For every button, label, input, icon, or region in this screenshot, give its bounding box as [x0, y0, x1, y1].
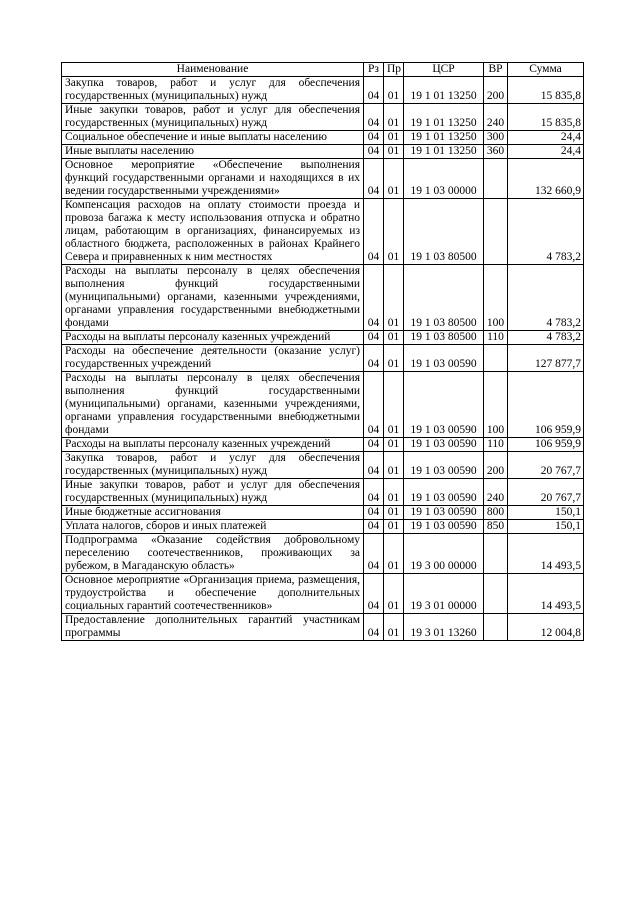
cell-vr — [484, 534, 508, 574]
cell-sum: 15 835,8 — [508, 77, 584, 104]
budget-table — [61, 62, 584, 641]
table-row — [62, 265, 584, 331]
table-row — [62, 614, 584, 641]
cell-sum: 132 660,9 — [508, 159, 584, 199]
table-row — [62, 159, 584, 199]
cell-pr: 01 — [384, 77, 404, 104]
cell-csr: 19 1 03 80500 — [404, 265, 484, 331]
cell-rz: 04 — [364, 104, 384, 131]
cell-sum: 20 767,7 — [508, 452, 584, 479]
cell-sum: 20 767,7 — [508, 479, 584, 506]
cell-rz: 04 — [364, 506, 384, 520]
cell-sum: 12 004,8 — [508, 614, 584, 641]
cell-pr: 01 — [384, 574, 404, 614]
cell-vr — [484, 345, 508, 372]
table-row — [62, 199, 584, 265]
cell-vr: 100 — [484, 372, 508, 438]
cell-rz: 04 — [364, 452, 384, 479]
table-row — [62, 331, 584, 345]
cell-name: Закупка товаров, работ и услуг для обеспечения государственных (муниципальных) нужд — [62, 452, 364, 479]
cell-rz: 04 — [364, 199, 384, 265]
cell-name: Уплата налогов, сборов и иных платежей — [62, 520, 364, 534]
cell-rz: 04 — [364, 159, 384, 199]
cell-sum: 4 783,2 — [508, 331, 584, 345]
cell-rz: 04 — [364, 265, 384, 331]
cell-sum: 24,4 — [508, 145, 584, 159]
table-row — [62, 345, 584, 372]
cell-name: Иные выплаты населению — [62, 145, 364, 159]
cell-sum: 106 959,9 — [508, 438, 584, 452]
cell-vr — [484, 159, 508, 199]
cell-vr — [484, 614, 508, 641]
cell-csr: 19 1 03 80500 — [404, 199, 484, 265]
cell-csr: 19 3 01 13260 — [404, 614, 484, 641]
cell-vr: 110 — [484, 438, 508, 452]
header-name: Наименование — [62, 63, 364, 77]
cell-name: Иные бюджетные ассигнования — [62, 506, 364, 520]
cell-rz: 04 — [364, 345, 384, 372]
table-row — [62, 520, 584, 534]
cell-csr: 19 1 01 13250 — [404, 131, 484, 145]
cell-pr: 01 — [384, 372, 404, 438]
cell-name: Иные закупки товаров, работ и услуг для обеспечения государственных (муниципальных) нужд — [62, 104, 364, 131]
cell-name: Расходы на выплаты персоналу в целях обеспечения выполнения функций государственными (муниципальными) органами, казенными учреждениями, органами управления государственными внебюджетными фондами — [62, 372, 364, 438]
header-sum: Сумма — [508, 63, 584, 77]
cell-rz: 04 — [364, 479, 384, 506]
cell-name: Расходы на обеспечение деятельности (оказание услуг) государственных учреждений — [62, 345, 364, 372]
table-row — [62, 104, 584, 131]
header-vr: ВР — [484, 63, 508, 77]
cell-csr: 19 1 03 00590 — [404, 479, 484, 506]
cell-sum: 150,1 — [508, 506, 584, 520]
cell-rz: 04 — [364, 534, 384, 574]
cell-sum: 127 877,7 — [508, 345, 584, 372]
table-row — [62, 452, 584, 479]
cell-sum: 14 493,5 — [508, 534, 584, 574]
cell-pr: 01 — [384, 331, 404, 345]
table-row — [62, 131, 584, 145]
cell-vr: 110 — [484, 331, 508, 345]
cell-name: Закупка товаров, работ и услуг для обеспечения государственных (муниципальных) нужд — [62, 77, 364, 104]
cell-rz: 04 — [364, 131, 384, 145]
cell-rz: 04 — [364, 614, 384, 641]
cell-pr: 01 — [384, 614, 404, 641]
cell-name: Расходы на выплаты персоналу казенных учреждений — [62, 438, 364, 452]
table-row — [62, 438, 584, 452]
cell-vr: 300 — [484, 131, 508, 145]
table-row — [62, 479, 584, 506]
cell-sum: 24,4 — [508, 131, 584, 145]
table-row — [62, 534, 584, 574]
cell-rz: 04 — [364, 438, 384, 452]
cell-pr: 01 — [384, 452, 404, 479]
cell-pr: 01 — [384, 520, 404, 534]
cell-rz: 04 — [364, 520, 384, 534]
cell-csr: 19 1 01 13250 — [404, 145, 484, 159]
cell-csr: 19 1 03 00000 — [404, 159, 484, 199]
cell-csr: 19 1 03 00590 — [404, 506, 484, 520]
header-csr: ЦСР — [404, 63, 484, 77]
cell-name: Подпрограмма «Оказание содействия добровольному переселению соотечественников, проживающих за рубежом, в Магаданскую область» — [62, 534, 364, 574]
cell-pr: 01 — [384, 159, 404, 199]
cell-pr: 01 — [384, 534, 404, 574]
cell-pr: 01 — [384, 345, 404, 372]
cell-name: Основное мероприятие «Организация приема, размещения, трудоустройства и обеспечение дополнительных социальных гарантий соотечественников» — [62, 574, 364, 614]
cell-csr: 19 1 03 00590 — [404, 345, 484, 372]
cell-name: Иные закупки товаров, работ и услуг для обеспечения государственных (муниципальных) нужд — [62, 479, 364, 506]
cell-csr: 19 1 03 80500 — [404, 331, 484, 345]
cell-name: Основное мероприятие «Обеспечение выполнения функций государственными органами и находящихся в их ведении государственными учреждениями» — [62, 159, 364, 199]
cell-vr — [484, 199, 508, 265]
header-rz: Рз — [364, 63, 384, 77]
cell-sum: 4 783,2 — [508, 265, 584, 331]
cell-vr: 360 — [484, 145, 508, 159]
cell-csr: 19 1 01 13250 — [404, 104, 484, 131]
cell-rz: 04 — [364, 331, 384, 345]
cell-sum: 106 959,9 — [508, 372, 584, 438]
cell-pr: 01 — [384, 438, 404, 452]
table-row — [62, 574, 584, 614]
cell-vr: 800 — [484, 506, 508, 520]
cell-vr: 200 — [484, 77, 508, 104]
cell-pr: 01 — [384, 506, 404, 520]
header-row — [62, 63, 584, 77]
cell-csr: 19 3 00 00000 — [404, 534, 484, 574]
cell-pr: 01 — [384, 199, 404, 265]
cell-sum: 150,1 — [508, 520, 584, 534]
cell-pr: 01 — [384, 265, 404, 331]
cell-pr: 01 — [384, 104, 404, 131]
cell-csr: 19 1 03 00590 — [404, 520, 484, 534]
cell-vr: 240 — [484, 479, 508, 506]
table-row — [62, 372, 584, 438]
cell-vr: 100 — [484, 265, 508, 331]
cell-pr: 01 — [384, 145, 404, 159]
cell-pr: 01 — [384, 131, 404, 145]
cell-csr: 19 3 01 00000 — [404, 574, 484, 614]
cell-sum: 15 835,8 — [508, 104, 584, 131]
cell-csr: 19 1 01 13250 — [404, 77, 484, 104]
cell-name: Предоставление дополнительных гарантий участникам программы — [62, 614, 364, 641]
cell-rz: 04 — [364, 145, 384, 159]
cell-rz: 04 — [364, 372, 384, 438]
cell-name: Расходы на выплаты персоналу в целях обеспечения выполнения функций государственными (муниципальными) органами, казенными учреждениями, органами управления государственными внебюджетными фондами — [62, 265, 364, 331]
cell-sum: 14 493,5 — [508, 574, 584, 614]
cell-name: Компенсация расходов на оплату стоимости проезда и провоза багажа к месту использования отпуска и обратно лицам, работающим в организациях, финансируемых из областного бюджета, расположенных в районах Крайнего Севера и приравненных к ним местностях — [62, 199, 364, 265]
table-row — [62, 145, 584, 159]
cell-vr: 240 — [484, 104, 508, 131]
cell-csr: 19 1 03 00590 — [404, 372, 484, 438]
table-row — [62, 77, 584, 104]
cell-csr: 19 1 03 00590 — [404, 438, 484, 452]
cell-vr: 200 — [484, 452, 508, 479]
cell-rz: 04 — [364, 574, 384, 614]
cell-name: Социальное обеспечение и иные выплаты населению — [62, 131, 364, 145]
cell-sum: 4 783,2 — [508, 199, 584, 265]
table-row — [62, 506, 584, 520]
cell-csr: 19 1 03 00590 — [404, 452, 484, 479]
cell-name: Расходы на выплаты персоналу казенных учреждений — [62, 331, 364, 345]
cell-pr: 01 — [384, 479, 404, 506]
cell-vr: 850 — [484, 520, 508, 534]
cell-vr — [484, 574, 508, 614]
header-pr: Пр — [384, 63, 404, 77]
cell-rz: 04 — [364, 77, 384, 104]
